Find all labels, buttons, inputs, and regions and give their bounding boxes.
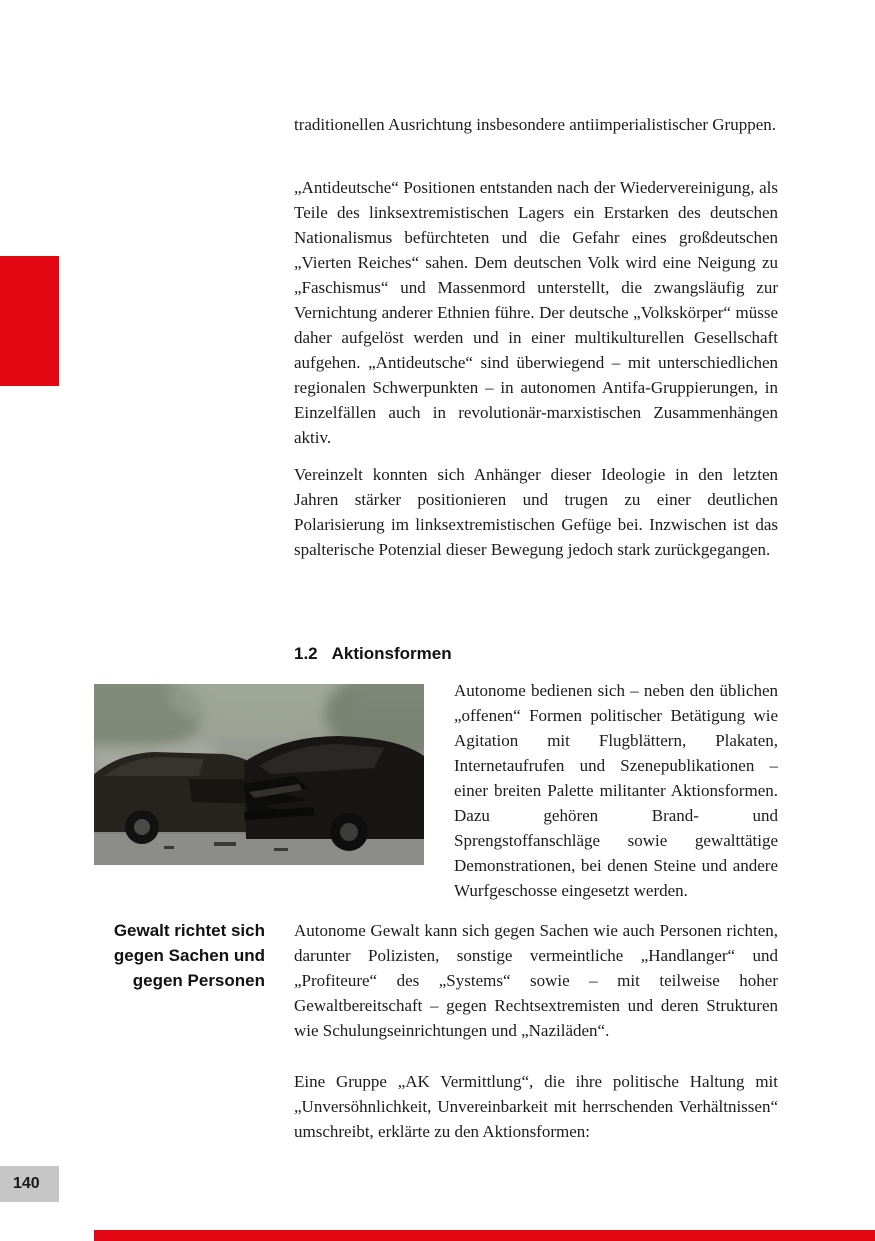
paragraph-antideutsche: „Antideutsche“ Positionen entstanden nach der Wiedervereinigung, als Teile des linksextremistischen Lagers ein Erstarken des deutschen Nationalismus befürchteten und die Gefahr eines großdeutschen „Vierten Reiches“ sahen. Dem deutschen Volk wird eine Neigung zu „Faschismus“ und Massenmord unterstellt, die zwangsläufig zur Vernichtung anderer Ethnien führe. Der deutsche „Volkskörper“ müsse daher aufgelöst werden und in einer multikulturellen Gesellschaft aufgehen. „Antideutsche“ sind überwiegend – mit unterschiedlichen regionalen Schwerpunkten – in autonomen Antifa-Gruppierungen, in Einzelfällen auch in revolutionär-marxistischen Zusammenhängen aktiv. bbox=[294, 178, 778, 447]
chapter-tab-marker bbox=[0, 256, 59, 386]
paragraph-continuation: traditionellen Ausrichtung insbesondere antiimperialistischer Gruppen. bbox=[294, 115, 777, 134]
section-number: 1.2 bbox=[294, 644, 318, 663]
paragraph-polarisierung: Vereinzelt konnten sich Anhänger dieser Ideologie in den letzten Jahren stärker positionieren und trugen zu einer deutlichen Polarisierung im linksextremistischen Gefüge bei. Inzwischen ist das spalterische Potenzial dieser Bewegung jedoch stark zurückgegangen. bbox=[294, 465, 778, 559]
burned-cars-image bbox=[94, 684, 424, 865]
paragraph-gewalt: Autonome Gewalt kann sich gegen Sachen wie auch Personen richten, darunter Polizisten, sonstige vermeintliche „Handlanger“ und „Profiteure“ des „Systems“ sowie – mit teilweise hoher Gewaltbereitschaft – gegen Rechtsextremisten und deren Strukturen wie Schulungseinrichtungen und „Naziläden“. bbox=[294, 921, 778, 1040]
paragraph-aktionsformen: Autonome bedienen sich – neben den üblichen „offenen“ Formen politischer Betätigung wie Agitation mit Flugblättern, Plakaten, Internetaufrufen und Szenepublikationen – einer breiten Palette militanter Aktionsformen. Dazu gehören Brand- und Sprengstoffanschläge sowie gewalttätige Demonstrationen, bei denen Steine und andere Wurfgeschosse eingesetzt werden. bbox=[454, 681, 778, 900]
margin-note: Gewalt richtet sich gegen Sachen und gegen Personen bbox=[113, 921, 265, 990]
section-title: Aktionsformen bbox=[331, 644, 452, 663]
footer-rule bbox=[94, 1230, 875, 1241]
paragraph-ak-vermittlung: Eine Gruppe „AK Vermittlung“, die ihre politische Haltung mit „Unversöhnlichkeit, Unvereinbarkeit mit herrschenden Verhältnissen“ umschreibt, erklärte zu den Aktionsformen: bbox=[294, 1072, 778, 1141]
page-number: 140 bbox=[0, 1166, 59, 1202]
section-heading bbox=[294, 644, 452, 664]
